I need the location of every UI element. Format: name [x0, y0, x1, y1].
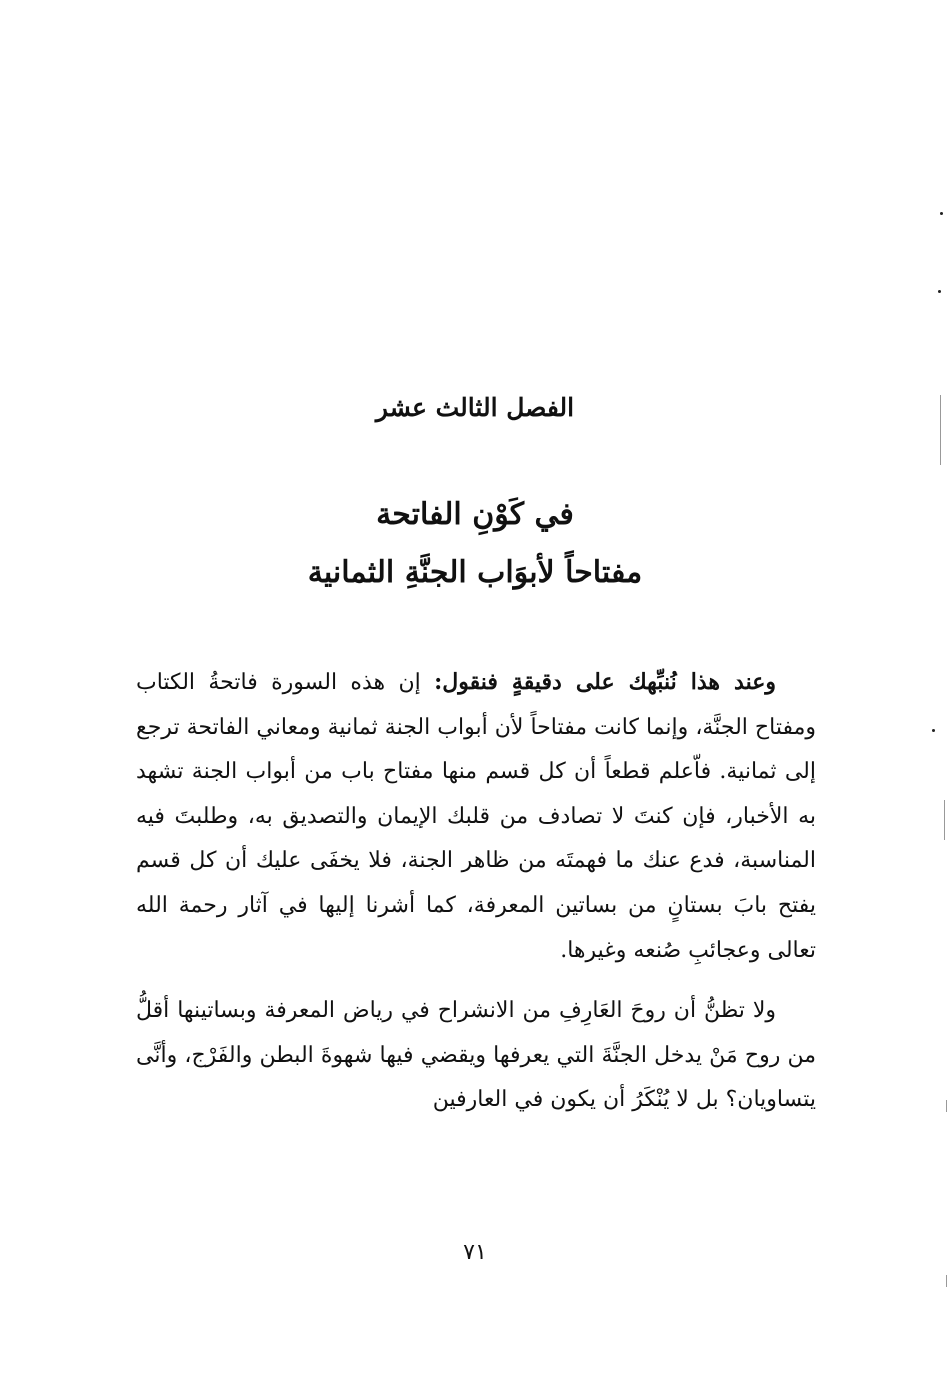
- chapter-title-line-1: في كَوْنِ الفاتحة: [376, 497, 574, 532]
- scan-speck: [938, 290, 941, 293]
- scan-edge-line: [946, 1100, 947, 1112]
- scan-edge-line: [946, 1275, 947, 1287]
- paragraph-2: ولا تظنُّ أن روحَ العَارِفِ من الانشراح في رياض المعرفة وبساتينها أقلُّ من روح مَنْ يدخل الجنَّةَ التي يعرفها ويقضي فيها شهوةَ البطن والفَرْج، وأنَّى يتساويان؟ بل لا يُنْكَرُ أن يكون في العارفين: [136, 998, 816, 1113]
- scan-speck: [932, 729, 935, 732]
- chapter-heading: الفصل الثالث عشر: [375, 393, 575, 422]
- paragraph-1-text: إن هذه السورة فاتحةُ الكتاب ومفتاح الجنَّة، وإنما كانت مفتاحاً لأن أبواب الجنة ثمانية ومعاني الفاتحة ترجع إلى ثمانية. فاّعلم قطعاً أن كل قسم منها مفتاح باب من أبواب الجنة تشهد به الأخبار، فإن كنتَ لا تصادف من قلبك الإيمان والتصديق به، وطلبتَ فيه المناسبة، فدع عنك ما فهمتَه من ظاهر الجنة، فلا يخفَى عليك أن كل قسم يفتح بابَ بستانٍ من بساتين المعرفة، كما أشرنا إليها في آثار رحمة الله تعالى وعجائبِ صُنعه وغيرها.: [136, 670, 816, 963]
- chapter-title: [0, 486, 950, 602]
- chapter-title-line-2: مفتاحاً لأبوَاب الجنَّةِ الثمانية: [307, 555, 643, 590]
- paragraph-1: [136, 660, 816, 973]
- scan-edge-line: [944, 800, 945, 840]
- page-number: ٧١: [463, 1240, 487, 1265]
- scan-speck: [940, 212, 943, 215]
- scan-edge-line: [940, 395, 941, 465]
- body-text: [136, 660, 816, 1123]
- paragraph-1-lead: وعند هذا نُنبِّهك على دقيقةٍ فنقول:: [434, 669, 776, 695]
